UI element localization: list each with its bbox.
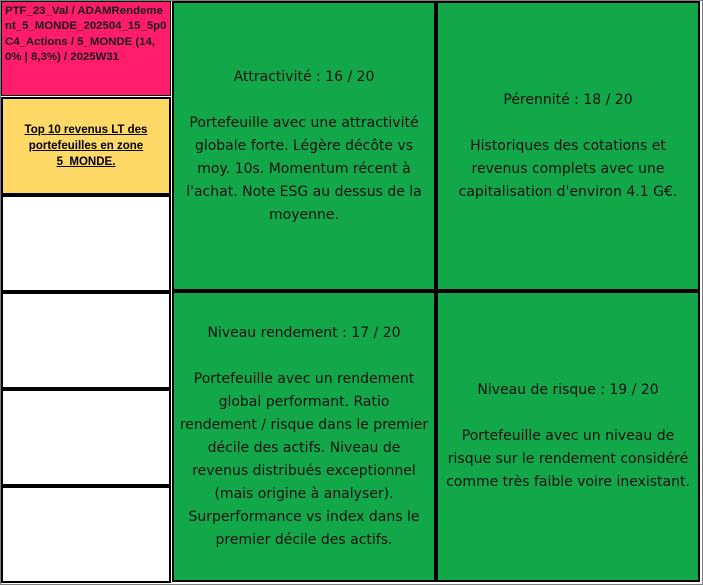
perennite-cell[interactable] <box>436 1 700 291</box>
perennite-text: Historiques des cotations et revenus complets avec une capitalisation d'environ 4.1 G€. <box>458 137 678 200</box>
empty-cell-4[interactable] <box>1 486 171 583</box>
perennite-title: Pérennité : 18 / 20 <box>503 91 633 108</box>
empty-cell-2[interactable] <box>1 292 171 389</box>
attractivite-title: Attractivité : 16 / 20 <box>233 68 375 85</box>
attractivite-cell[interactable] <box>172 1 436 291</box>
top10-cell[interactable] <box>1 97 171 195</box>
risque-text: Portefeuille avec un niveau de risque sur le rendement considéré comme très faible voire inexistant. <box>446 428 690 490</box>
risque-cell[interactable] <box>436 291 700 582</box>
empty-cell-1[interactable] <box>1 195 171 292</box>
empty-cell-3[interactable] <box>1 389 171 486</box>
risque-title: Niveau de risque : 19 / 20 <box>477 382 659 398</box>
attractivite-text: Portefeuille avec une attractivité globale forte. Légère décôte vs moy. 10s. Momentum récent à l'achat. Note ESG au dessus de la moyenne. <box>186 114 422 223</box>
rendement-title: Niveau rendement : 17 / 20 <box>207 324 401 341</box>
rendement-text: Portefeuille avec un rendement global performant. Ratio rendement / risque dans le premier décile des actifs. Niveau de revenus distribués exceptionnel (mais origine à analyser). Surperformance vs index dans le premier décile des actifs. <box>179 370 429 548</box>
portfolio-label-cell[interactable] <box>1 1 171 96</box>
top10-label: Top 10 revenus LT des portefeuilles en zone 5_MONDE. <box>24 124 148 168</box>
portfolio-label: PTF_23_Val / ADAMRendement_5_MONDE_202504_15_5p0 C4_Actions / 5_MONDE (14,0% | 8,3%) / 2025W31 <box>5 5 167 64</box>
rendement-cell[interactable] <box>172 291 436 582</box>
